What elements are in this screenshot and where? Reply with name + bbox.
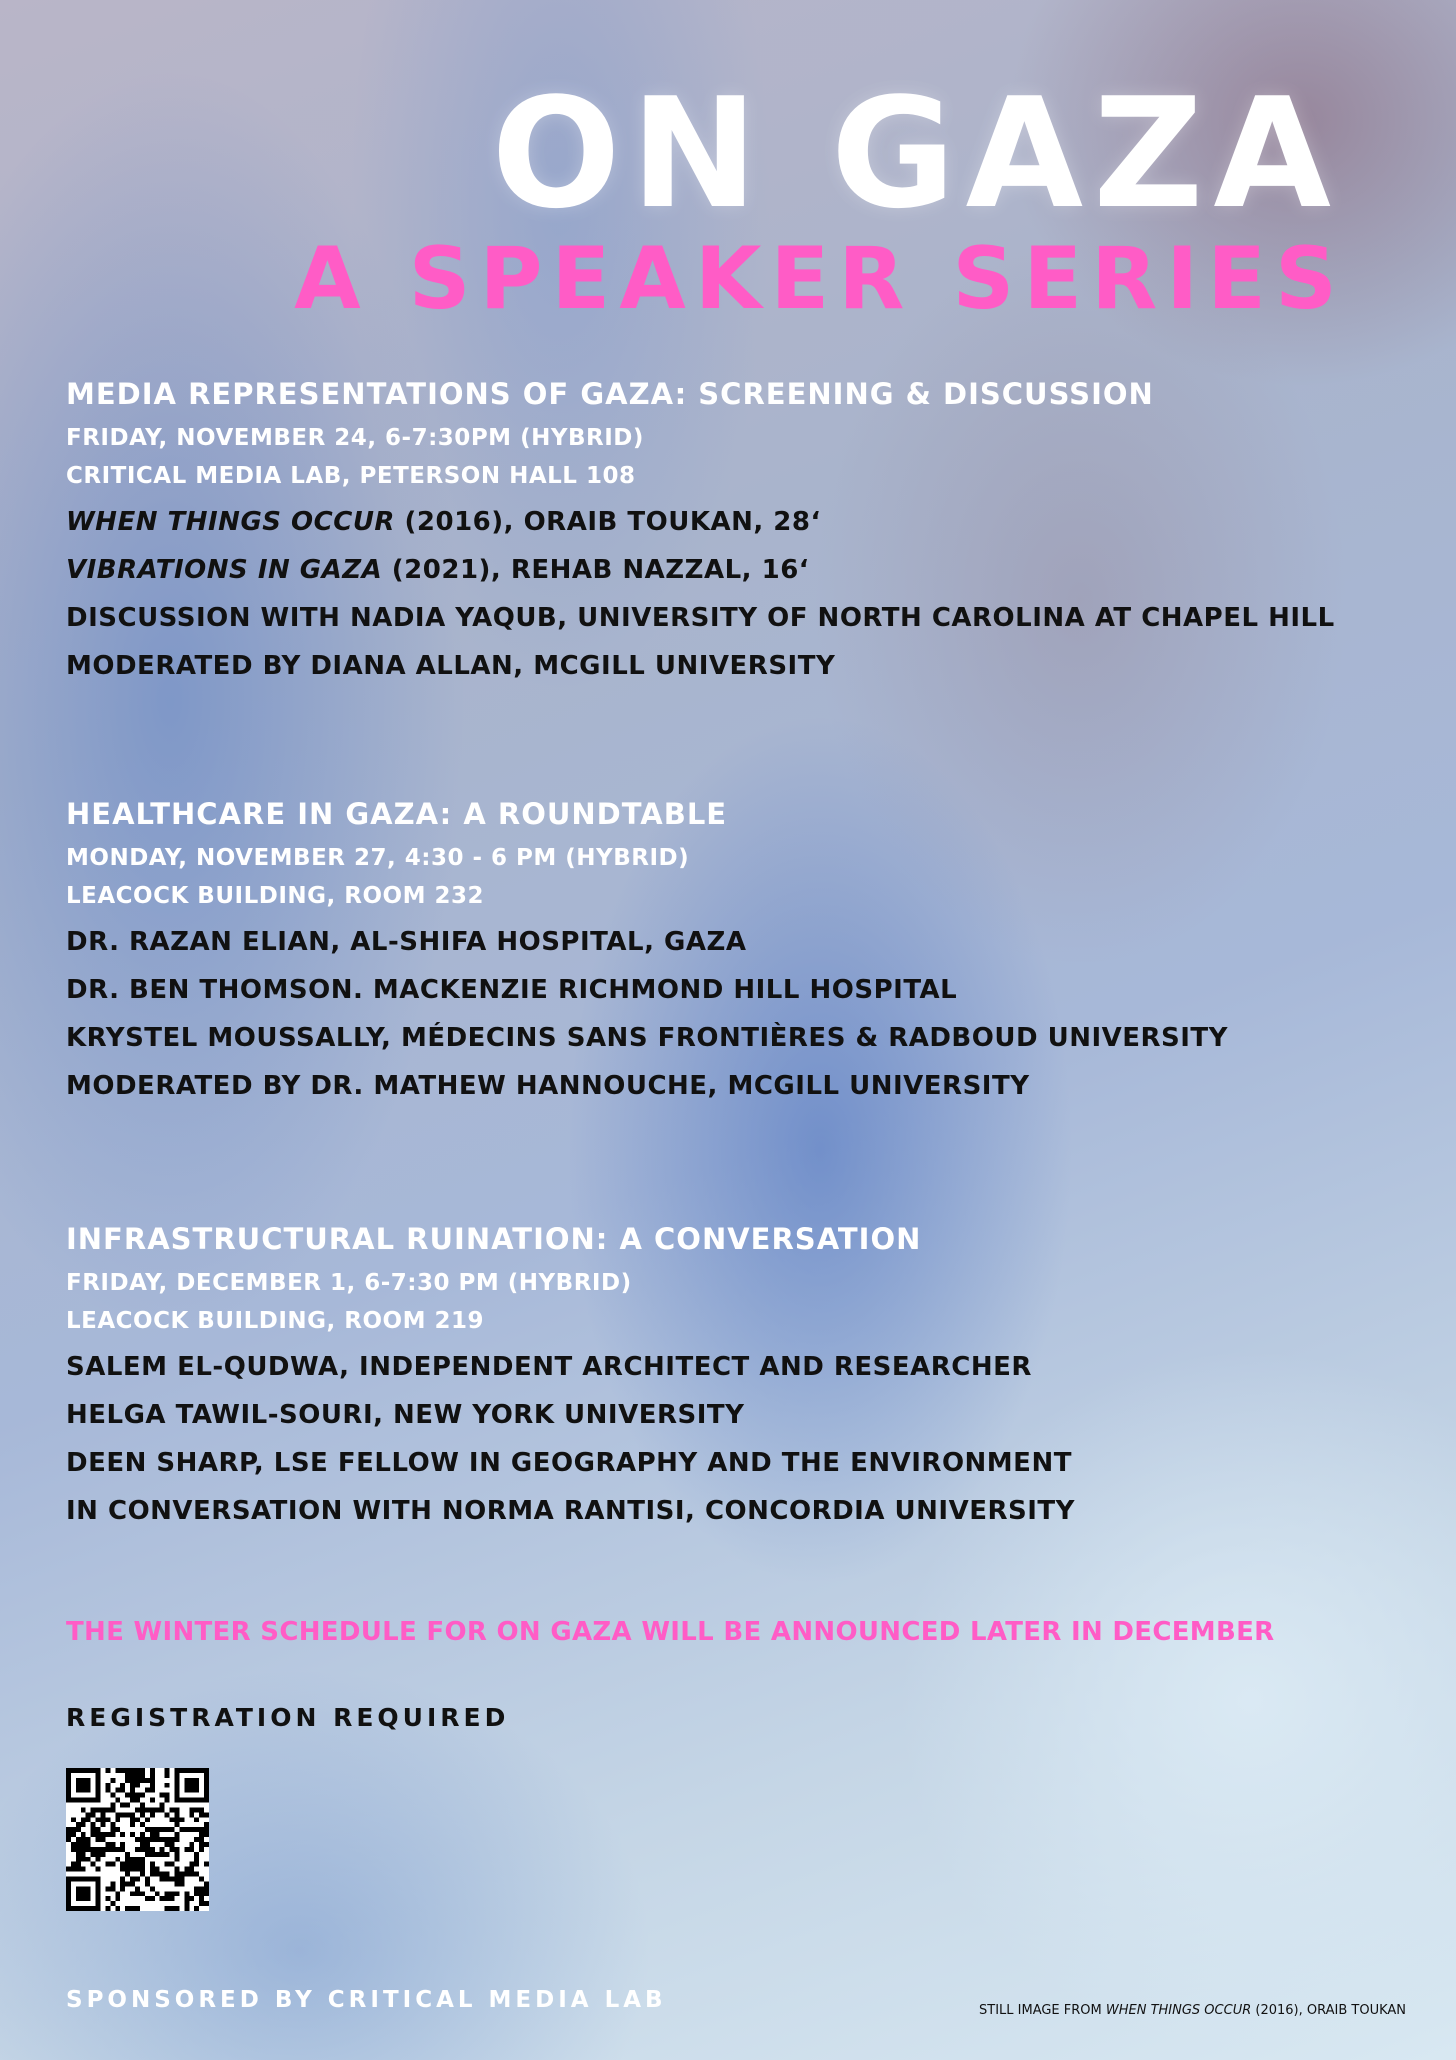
event-title: INFRASTRUCTURAL RUINATION: A CONVERSATION [66,1222,922,1256]
poster-title: ON GAZA [491,65,1341,242]
event-date: FRIDAY, DECEMBER 1, 6-7:30 PM (HYBRID) [66,1270,632,1296]
film-info: (2021), REHAB NAZZAL, 16‘ [382,555,810,585]
poster-subtitle: A SPEAKER SERIES [294,229,1346,329]
event-healthcare [66,797,1228,1101]
event-detail: DEEN SHARP, LSE FELLOW IN GEOGRAPHY AND THE ENVIRONMENT [66,1448,1072,1478]
qr-code-icon [66,1768,209,1911]
event-location: LEACOCK BUILDING, ROOM 232 [66,883,484,909]
film-line [66,555,1335,585]
event-date: FRIDAY, NOVEMBER 24, 6-7:30PM (HYBRID) [66,425,644,451]
winter-schedule-notice: THE WINTER SCHEDULE FOR ON GAZA WILL BE ANNOUNCED LATER IN DECEMBER [66,1617,1275,1647]
credit-suffix: (2016), ORAIB TOUKAN [1251,2003,1406,2018]
film-line [66,507,1335,537]
event-detail: MODERATED BY DR. MATHEW HANNOUCHE, MCGILL UNIVERSITY [66,1071,1030,1101]
event-detail: DR. RAZAN ELIAN, AL-SHIFA HOSPITAL, GAZA [66,927,747,957]
credit-work: WHEN THINGS OCCUR [1105,2003,1252,2018]
event-title: HEALTHCARE IN GAZA: A ROUNDTABLE [66,797,728,831]
event-detail: SALEM EL-QUDWA, INDEPENDENT ARCHITECT AND RESEARCHER [66,1352,1032,1382]
film-title: VIBRATIONS IN GAZA [66,555,383,585]
registration-label: REGISTRATION REQUIRED [66,1703,510,1732]
event-detail: IN CONVERSATION WITH NORMA RANTISI, CONCORDIA UNIVERSITY [66,1496,1075,1526]
image-credit [979,2003,1406,2018]
event-detail: MODERATED BY DIANA ALLAN, MCGILL UNIVERSITY [66,651,836,681]
event-date: MONDAY, NOVEMBER 27, 4:30 - 6 PM (HYBRID) [66,845,690,871]
event-detail: DISCUSSION WITH NADIA YAQUB, UNIVERSITY OF NORTH CAROLINA AT CHAPEL HILL [66,603,1335,633]
event-detail: DR. BEN THOMSON. MACKENZIE RICHMOND HILL HOSPITAL [66,975,958,1005]
event-infrastructural-ruination [66,1222,1075,1526]
event-title: MEDIA REPRESENTATIONS OF GAZA: SCREENING & DISCUSSION [66,377,1154,411]
sponsor-label: SPONSORED BY CRITICAL MEDIA LAB [66,1987,667,2013]
event-location: LEACOCK BUILDING, ROOM 219 [66,1308,484,1334]
film-title: WHEN THINGS OCCUR [66,507,395,537]
event-media-representations [66,377,1335,681]
event-detail: HELGA TAWIL-SOURI, NEW YORK UNIVERSITY [66,1400,745,1430]
credit-prefix: STILL IMAGE FROM [979,2003,1106,2018]
registration-qr-code[interactable] [66,1768,209,1911]
event-detail: KRYSTEL MOUSSALLY, MÉDECINS SANS FRONTIÈRES & RADBOUD UNIVERSITY [66,1023,1228,1053]
film-info: (2016), ORAIB TOUKAN, 28‘ [394,507,821,537]
event-location: CRITICAL MEDIA LAB, PETERSON HALL 108 [66,463,636,489]
